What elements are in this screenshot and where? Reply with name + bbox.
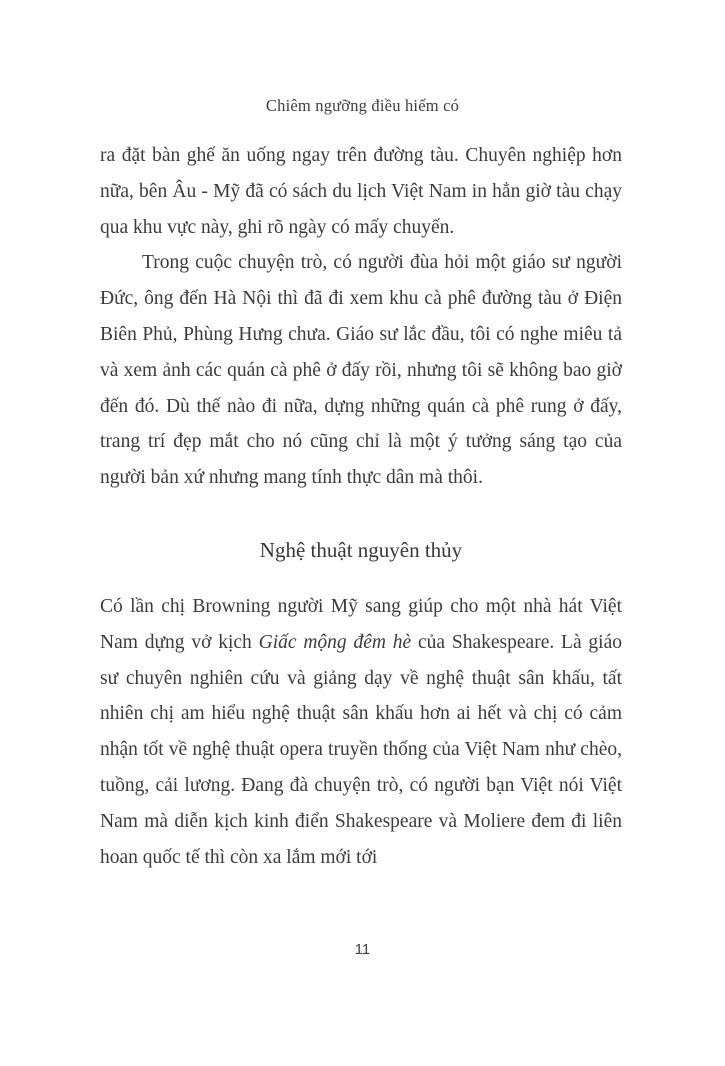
page-content	[100, 138, 622, 875]
body-paragraph-2: Trong cuộc chuyện trò, có người đùa hỏi một giáo sư người Đức, ông đến Hà Nội thì đã đi xem khu cà phê đường tàu ở Điện Biên Phủ, Phùng Hưng chưa. Giáo sư lắc đầu, tôi có nghe miêu tả và xem ảnh các quán cà phê ở đấy rồi, nhưng tôi sẽ không bao giờ đến đó. Dù thế nào đi nữa, dựng những quán cà phê rung ở đấy, trang trí đẹp mắt cho nó cũng chỉ là một ý tưởng sáng tạo của người bản xứ nhưng mang tính thực dân mà thôi.	[100, 252, 622, 489]
section-heading: Nghệ thuật nguyên thủy	[259, 537, 463, 562]
running-header: Chiêm ngưỡng điều hiếm có	[265, 96, 460, 115]
page-number: 11	[354, 941, 371, 958]
body-paragraph-3: Có lần chị Browning người Mỹ sang giúp cho một nhà hát Việt Nam dựng vở kịch Giấc mộng đêm hè của Shakespeare. Là giáo sư chuyên nghiên cứu và giảng dạy về nghệ thuật sân khấu, tất nhiên chị am hiểu nghệ thuật sân khấu hơn ai hết và chị có cảm nhận tốt về nghệ thuật opera truyền thống của Việt Nam như chèo, tuồng, cải lương. Đang đà chuyện trò, có người bạn Việt nói Việt Nam mà diễn kịch kinh điển Shakespeare và Moliere đem đi liên hoan quốc tế thì còn xa lắm mới tới	[100, 595, 622, 868]
body-paragraph-1: ra đặt bàn ghế ăn uống ngay trên đường tàu. Chuyên nghiệp hơn nữa, bên Âu - Mỹ đã có sách du lịch Việt Nam in hẳn giờ tàu chạy qua khu vực này, ghi rõ ngày có mấy chuyến.	[100, 145, 622, 238]
